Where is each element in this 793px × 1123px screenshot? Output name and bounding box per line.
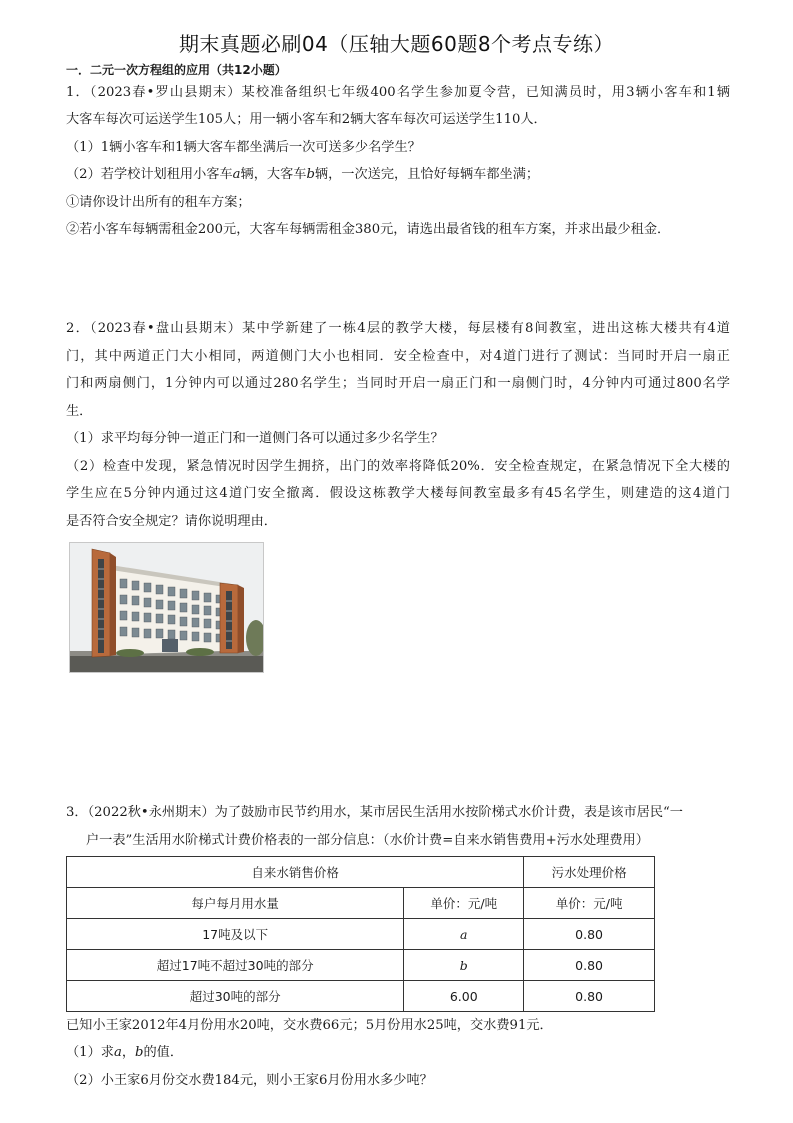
q2-part2-line1: （2）检查中发现，紧急情况时因学生拥挤，出门的效率将降低20%．安全检查规定，在紧急情况下全大楼的 <box>66 459 730 474</box>
q2-line4: 生． <box>66 404 93 419</box>
col-unit-water: 单价：元/吨 <box>404 888 524 919</box>
q1-part2 <box>66 165 730 185</box>
q3-part1-text-a: （1）求 <box>66 1045 114 1060</box>
water-price-table <box>66 856 655 1012</box>
q3-line2: 户一表”生活用水阶梯式计费价格表的一部分信息：（水价计费=自来水销售费用+污水处理费用） <box>86 833 649 848</box>
q3-part2: （2）小王家6月份交水费184元，则小王家6月份用水多少吨？ <box>66 1073 433 1088</box>
q3-var-a: a <box>113 1045 122 1060</box>
table-row <box>67 950 655 981</box>
q3-part1 <box>66 1043 730 1063</box>
row-usage: 超过17吨不超过30吨的部分 <box>67 950 404 981</box>
q2-part2-line3: 是否符合安全规定？请你说明理由． <box>66 514 277 529</box>
q3-part1-text-c: 的值． <box>143 1045 184 1060</box>
q2-part1: （1）求平均每分钟一道正门和一道侧门各可以通过多少名学生？ <box>66 431 444 446</box>
q1-part2-text-c: 辆，一次送完，且恰好每辆车都坐满； <box>314 167 540 182</box>
school-building-drawing <box>70 543 263 672</box>
row-price: b <box>404 950 524 981</box>
row-price: 6.00 <box>404 981 524 1012</box>
header-water-price: 自来水销售价格 <box>67 857 524 888</box>
school-building-image <box>69 542 264 673</box>
q1-part2-text-b: 辆，大客车 <box>240 167 307 182</box>
table-header-row <box>67 857 655 888</box>
q3-part1-text-b: ， <box>121 1045 136 1060</box>
q2-part2-line2: 学生应在5分钟内通过这4道门安全撤离．假设这栋教学大楼每间教室最多有45名学生，则建造的这4道门 <box>66 486 730 501</box>
q3-info: 已知小王家2012年4月份用水20吨，交水费66元；5月份用水25吨，交水费91元． <box>66 1018 553 1033</box>
row-sewage: 0.80 <box>524 950 655 981</box>
q1-line2: 大客车每次可运送学生105人；用一辆小客车和2辆大客车每次可运送学生110人． <box>66 112 547 127</box>
row-usage: 超过30吨的部分 <box>67 981 404 1012</box>
page-title: 期末真题必刷04（压轴大题60题8个考点专练） <box>178 32 615 56</box>
row-usage: 17吨及以下 <box>67 919 404 950</box>
q1-sub1: ①请你设计出所有的租车方案； <box>66 195 251 210</box>
q1-part1: （1）1辆小客车和1辆大客车都坐满后一次可送多少名学生？ <box>66 140 421 155</box>
q2-line1: 2．（2023春•盘山县期末）某中学新建了一栋4层的教学大楼，每层楼有8间教室，进出这栋大楼共有4道 <box>66 321 730 336</box>
col-usage: 每户每月用水量 <box>67 888 404 919</box>
q1-var-a: a <box>232 167 241 182</box>
q2-line2: 门，其中两道正门大小相同，两道侧门大小也相同．安全检查中，对4道门进行了测试：当同时开启一扇正 <box>66 349 730 364</box>
q3-var-b: b <box>135 1045 144 1060</box>
table-row <box>67 981 655 1012</box>
q1-part2-text-a: （2）若学校计划租用小客车 <box>66 167 233 182</box>
row-sewage: 0.80 <box>524 919 655 950</box>
row-sewage: 0.80 <box>524 981 655 1012</box>
row-price: a <box>404 919 524 950</box>
q1-var-b: b <box>306 167 315 182</box>
col-unit-sewage: 单价：元/吨 <box>524 888 655 919</box>
q3-line1: 3．（2022秋•永州期末）为了鼓励市民节约用水，某市居民生活用水按阶梯式水价计费，表是该市居民“一 <box>66 805 683 820</box>
q2-line3: 门和两扇侧门，1分钟内可以通过280名学生；当同时开启一扇正门和一扇侧门时，4分钟内可通过800名学 <box>66 376 730 391</box>
q1-sub2: ②若小客车每辆需租金200元，大客车每辆需租金380元，请选出最省钱的租车方案，并求出最少租金． <box>66 222 671 237</box>
header-sewage-price: 污水处理价格 <box>524 857 655 888</box>
table-row <box>67 919 655 950</box>
table-subheader-row <box>67 888 655 919</box>
q1-line1: 1．（2023春•罗山县期末）某校准备组织七年级400名学生参加夏令营，已知满员时，用3辆小客车和1辆 <box>66 85 730 100</box>
section-heading: 一．二元一次方程组的应用（共12小题） <box>66 63 287 77</box>
